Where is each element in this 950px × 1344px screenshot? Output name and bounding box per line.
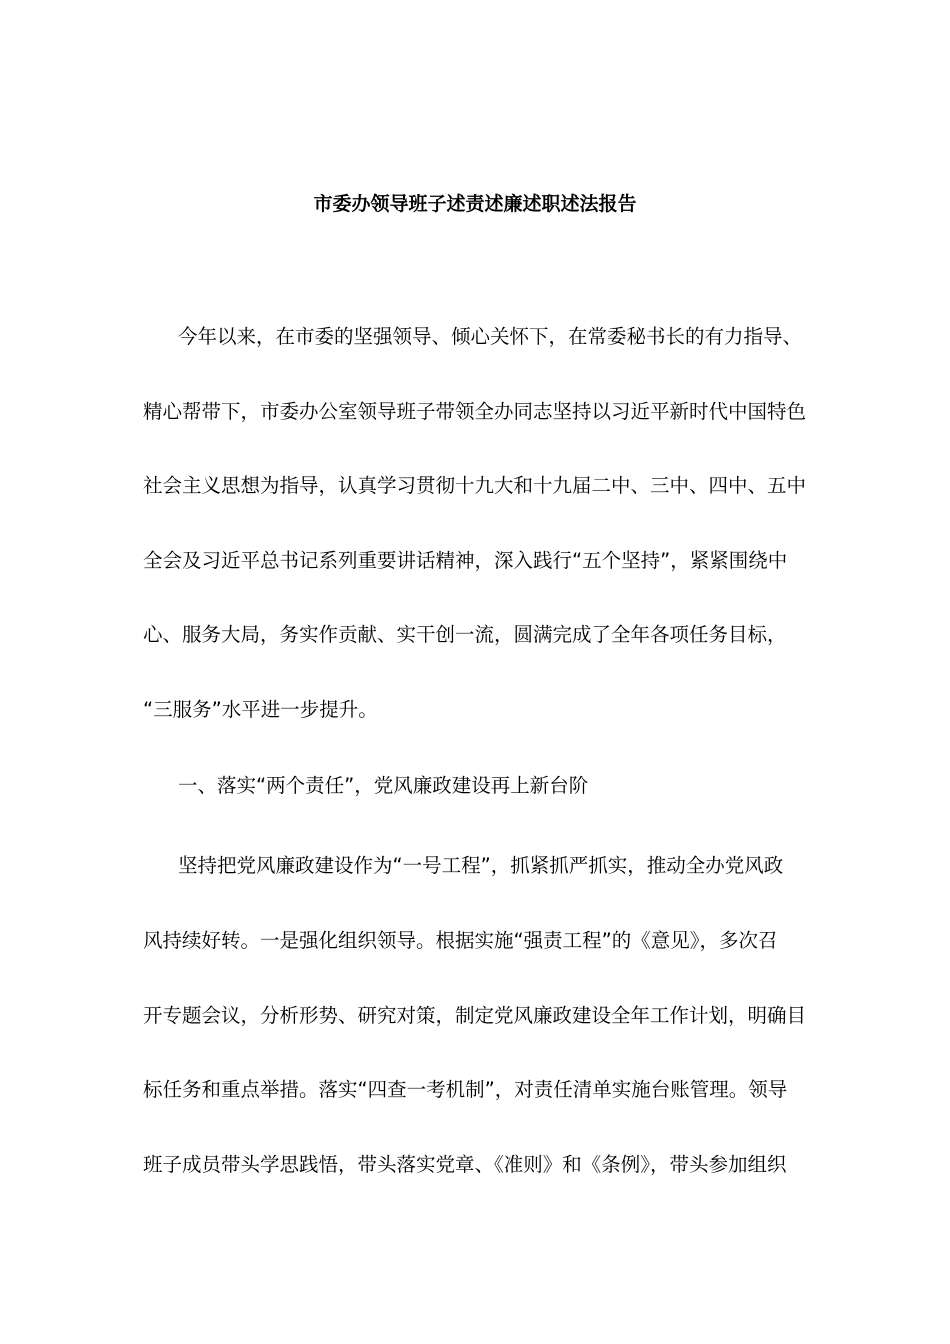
paragraph-line: 坚持把党风廉政建设作为“一号工程”，抓紧抓严抓实，推动全办党风政: [178, 854, 784, 877]
paragraph-line: 风持续好转。一是强化组织领导。根据实施“强责工程”的《意见》，多次召: [143, 929, 778, 952]
paragraph-line: “三服务”水平进一步提升。: [143, 698, 378, 721]
document-title: 市委办领导班子述责述廉述职述法报告: [313, 193, 637, 215]
section-heading: 一、落实“两个责任”，党风廉政建设再上新台阶: [178, 774, 589, 797]
paragraph-line: 班子成员带头学思践悟，带头落实党章、《准则》和《条例》，带头参加组织: [143, 1153, 787, 1176]
paragraph-line: 心、服务大局，务实作贡献、实干创一流，圆满完成了全年各项任务目标，: [143, 623, 787, 646]
paragraph-line: 精心帮带下，市委办公室领导班子带领全办同志坚持以习近平新时代中国特色: [143, 400, 807, 423]
paragraph-line: 今年以来，在市委的坚强领导、倾心关怀下，在常委秘书长的有力指导、: [178, 325, 803, 348]
paragraph-line: 全会及习近平总书记系列重要讲话精神，深入践行“五个坚持”，紧紧围绕中: [143, 549, 788, 572]
paragraph-line: 社会主义思想为指导，认真学习贯彻十九大和十九届二中、三中、四中、五中: [143, 474, 807, 497]
paragraph-line: 标任务和重点举措。落实“四查一考机制”，对责任清单实施台账管理。领导: [143, 1078, 788, 1101]
paragraph-line: 开专题会议，分析形势、研究对策，制定党风廉政建设全年工作计划，明确目: [143, 1004, 807, 1027]
